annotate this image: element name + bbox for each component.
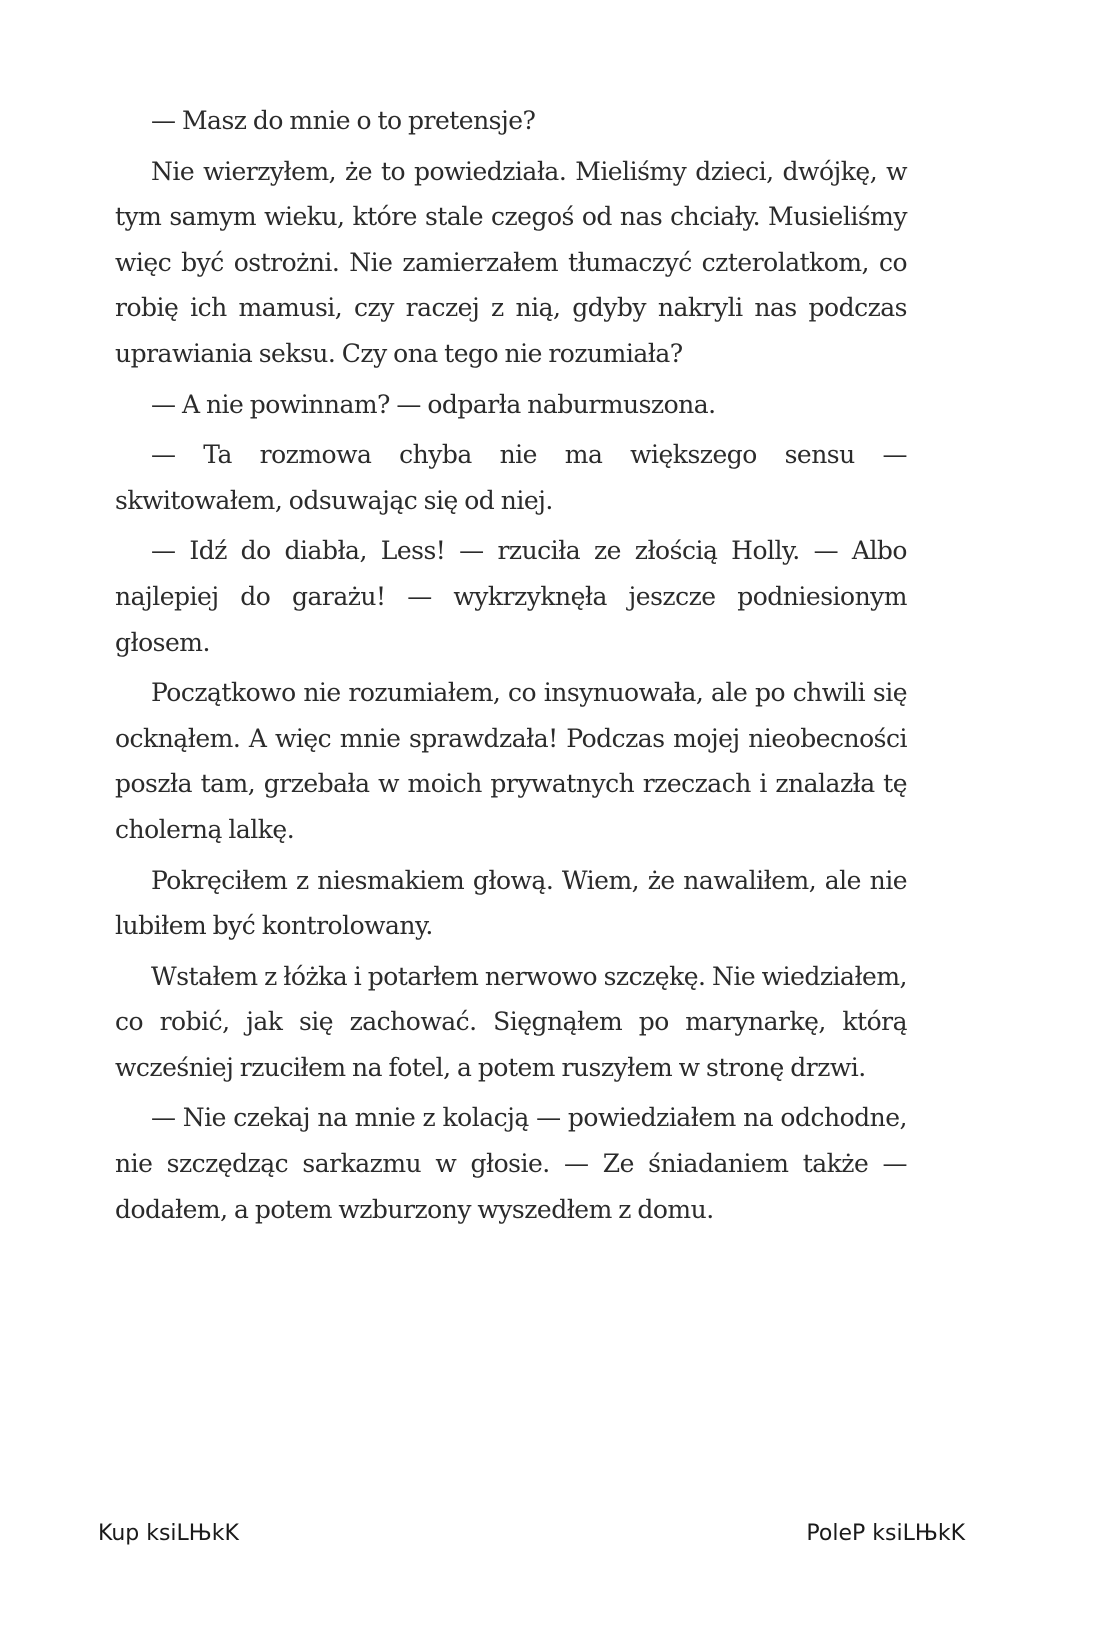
paragraph: — Masz do mnie o to pretensje? <box>151 106 536 135</box>
paragraph: Wstałem z łóżka i potarłem nerwowo szczękę. Nie wiedziałem, co robić, jak się zachować. Sięgnąłem po marynarkę, którą wcześniej rzuciłem na fotel, a potem ruszyłem w stronę drzwi. <box>115 961 907 1082</box>
paragraph: — Ta rozmowa chyba nie ma większego sensu — skwitowałem, odsuwając się od niej. <box>115 440 907 515</box>
buy-book-link[interactable]: Kup ksiLЊkK <box>98 1521 239 1546</box>
paragraph: — Idź do diabła, Less! — rzuciła ze złością Holly. — Albo najlepiej do garażu! — wykrzyknęła jeszcze podniesionym głosem. <box>115 536 907 657</box>
body-text <box>115 98 907 1237</box>
paragraph: Początkowo nie rozumiałem, co insynuowała, ale po chwili się ocknąłem. A więc mnie sprawdzała! Podczas mojej nieobecności poszła tam, grzebała w moich prywatnych rzeczach i znalazła tę cholerną lalkę. <box>115 678 907 844</box>
paragraph: — Nie czekaj na mnie z kolacją — powiedziałem na odchodne, nie szczędząc sarkazmu w głosie. — Ze śniadaniem także — dodałem, a potem wzburzony wyszedłem z domu. <box>115 1103 907 1224</box>
paragraph: Nie wierzyłem, że to powiedziała. Mieliśmy dzieci, dwójkę, w tym samym wieku, które stale czegoś od nas chciały. Musieliśmy więc być ostrożni. Nie zamierzałem tłumaczyć czterolatkom, co robię ich mamusi, czy raczej z nią, gdyby nakryli nas podczas uprawiania seksu. Czy ona tego nie rozumiała? <box>115 156 907 368</box>
paragraph: Pokręciłem z niesmakiem głową. Wiem, że nawaliłem, ale nie lubiłem być kontrolowany. <box>115 865 907 941</box>
paragraph: — A nie powinnam? — odparła naburmuszona. <box>151 389 716 419</box>
recommend-book-link[interactable]: PoleP ksiLЊkK <box>806 1521 965 1546</box>
